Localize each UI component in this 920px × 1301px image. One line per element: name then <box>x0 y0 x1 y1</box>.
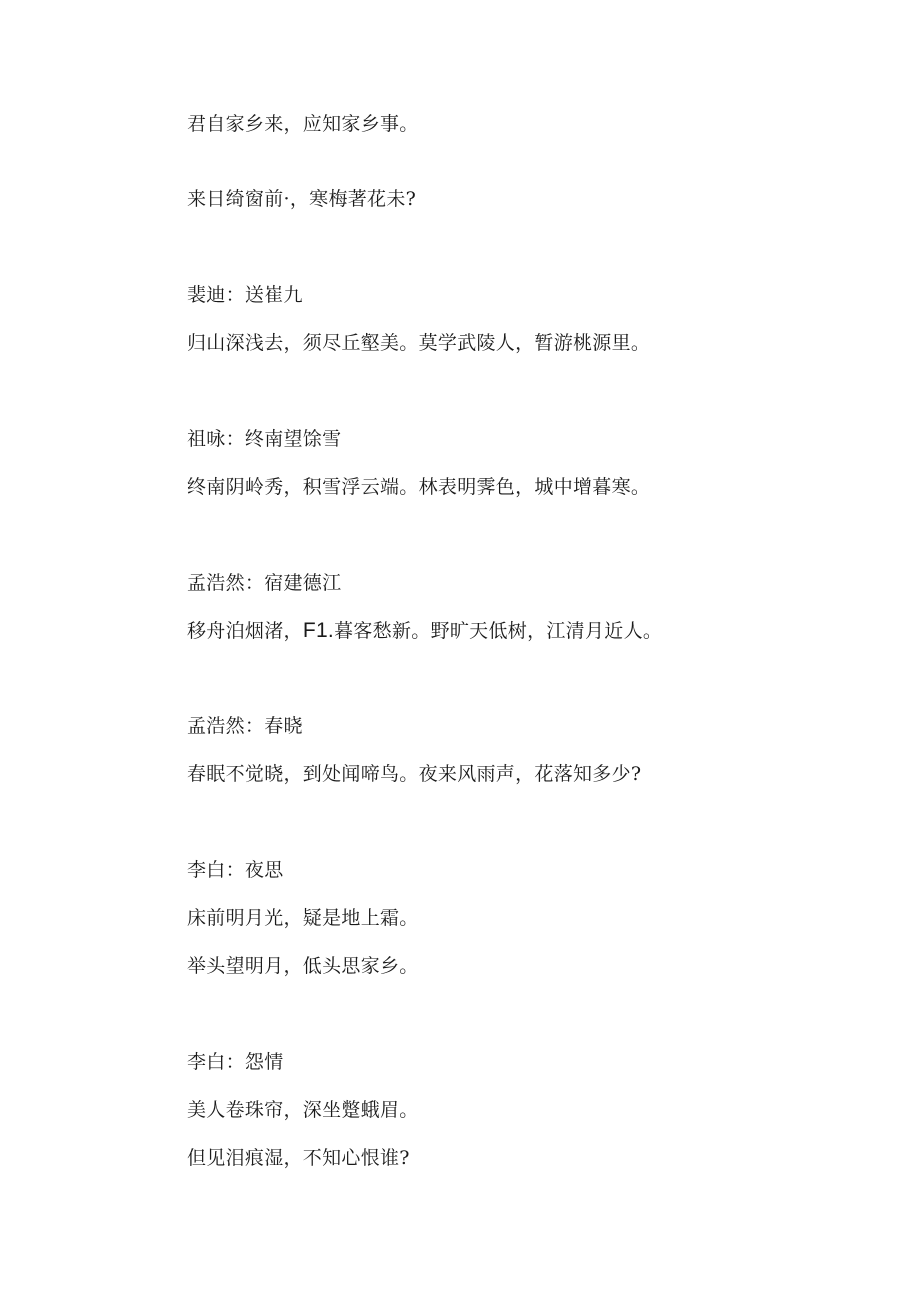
poem-title: 李白：怨情 <box>187 1051 284 1073</box>
poem-line: 床前明月光，疑是地上霜。 <box>187 907 419 929</box>
poem-line: 来日绮窗前·，寒梅著花未? <box>187 188 417 210</box>
poem-line: 归山深浅去，须尽丘壑美。莫学武陵人，暂游桃源里。 <box>187 332 651 354</box>
poem-line: 美人卷珠帘，深坐蹩蛾眉。 <box>187 1099 419 1121</box>
poem-title: 李白：夜思 <box>187 859 284 881</box>
poem-line: 举头望明月，低头思家乡。 <box>187 955 419 977</box>
poem-title: 孟浩然：宿建德江 <box>187 572 342 594</box>
poem-line-part: 移舟泊烟渚， <box>187 620 303 642</box>
stray-mark: F1. <box>302 619 335 642</box>
poem-line: 但见泪痕湿，不知心恨谁? <box>187 1147 410 1169</box>
poem-line: 春眠不觉晓，到处闻啼鸟。夜来风雨声，花落知多少? <box>187 763 642 785</box>
poem-title: 祖咏：终南望馀雪 <box>187 428 342 450</box>
poem-line: 君自家乡来，应知家乡事。 <box>187 113 419 135</box>
poem-line-part: 暮客愁新。野旷天低树，江清月近人。 <box>334 620 663 642</box>
poem-line: 终南阴岭秀，积雪浮云端。林表明霁色，城中增暮寒。 <box>187 476 651 498</box>
poem-title: 孟浩然：春晓 <box>187 715 303 737</box>
poem-title: 裴迪：送崔九 <box>187 284 303 306</box>
poem-line <box>187 619 662 643</box>
